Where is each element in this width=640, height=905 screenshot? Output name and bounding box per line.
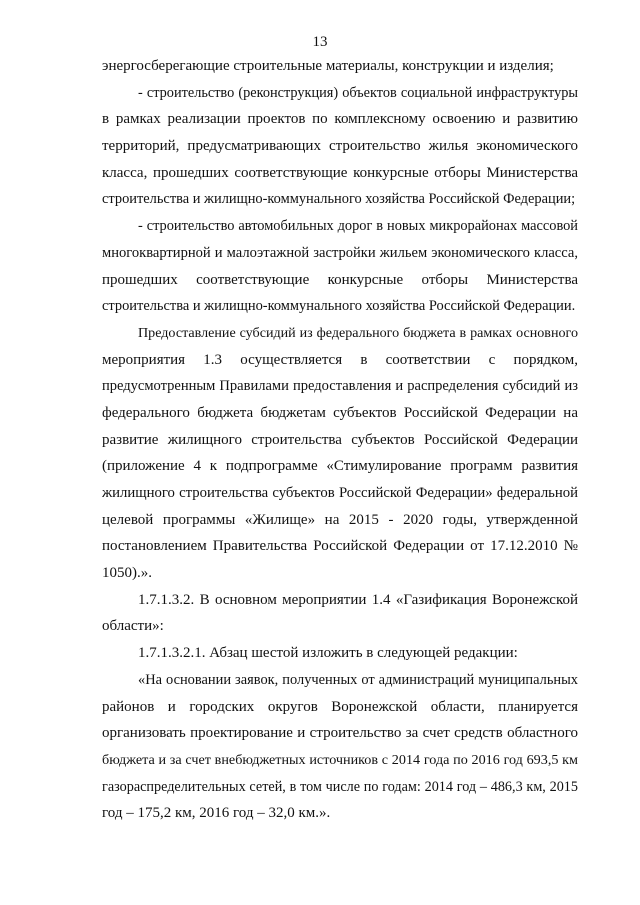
text-line: территорий, предусматривающих строительство жилья экономического [102, 138, 578, 155]
text-line: организовать проектирование и строительство за счет средств областного [102, 725, 578, 742]
text-line: газораспределительных сетей, в том числе по годам: 2014 год – 486,3 км, 2015 [102, 778, 578, 795]
text-line: класса, прошедших соответствующие конкурсные отборы Министерства [102, 164, 578, 181]
text-line: 1.7.1.3.2. В основном мероприятии 1.4 «Газификация Воронежской [138, 591, 578, 608]
text-line: мероприятия 1.3 осуществляется в соответствии с порядком, [102, 351, 578, 368]
text-line: многоквартирной и малоэтажной застройки жильем экономического класса, [102, 244, 578, 261]
text-line: Предоставление субсидий из федерального бюджета в рамках основного [138, 324, 578, 341]
document-text [102, 53, 578, 827]
text-line: целевой программы «Жилище» на 2015 - 2020 годы, утвержденной [102, 511, 578, 528]
text-line: предусмотренным Правилами предоставления и распределения субсидий из [102, 378, 578, 395]
text-line: федерального бюджета бюджетам субъектов Российской Федерации на [102, 404, 578, 421]
text-line: области»: [102, 618, 164, 635]
text-line: жилищного строительства субъектов Российской Федерации» федеральной [102, 485, 578, 501]
text-line: бюджета и за счет внебюджетных источников с 2014 года по 2016 год 693,5 км [102, 751, 578, 768]
text-line: прошедших соответствующие конкурсные отборы Министерства [102, 271, 578, 288]
text-line: районов и городских округов Воронежской области, планируется [102, 698, 578, 715]
page-number: 13 [312, 34, 328, 50]
text-line: - строительство автомобильных дорог в новых микрорайонах массовой [138, 218, 578, 235]
text-line: 1050).». [102, 565, 152, 582]
text-line: энергосберегающие строительные материалы, конструкции и изделия; [102, 58, 554, 74]
text-line: строительства и жилищно-коммунального хозяйства Российской Федерации. [102, 298, 576, 315]
text-line: постановлением Правительства Российской Федерации от 17.12.2010 № [102, 538, 578, 555]
text-line: 1.7.1.3.2.1. Абзац шестой изложить в следующей редакции: [138, 645, 518, 662]
text-line: строительства и жилищно-коммунального хозяйства Российской Федерации; [102, 191, 576, 208]
text-line: - строительство (реконструкция) объектов социальной инфраструктуры [138, 84, 578, 101]
text-line: развитие жилищного строительства субъектов Российской Федерации [102, 431, 578, 448]
text-line: в рамках реализации проектов по комплексному освоению и развитию [102, 111, 578, 128]
text-line: год – 175,2 км, 2016 год – 32,0 км.». [102, 805, 331, 822]
text-line: (приложение 4 к подпрограмме «Стимулирование программ развития [102, 458, 578, 475]
text-line: «На основании заявок, полученных от администраций муниципальных [138, 671, 578, 688]
